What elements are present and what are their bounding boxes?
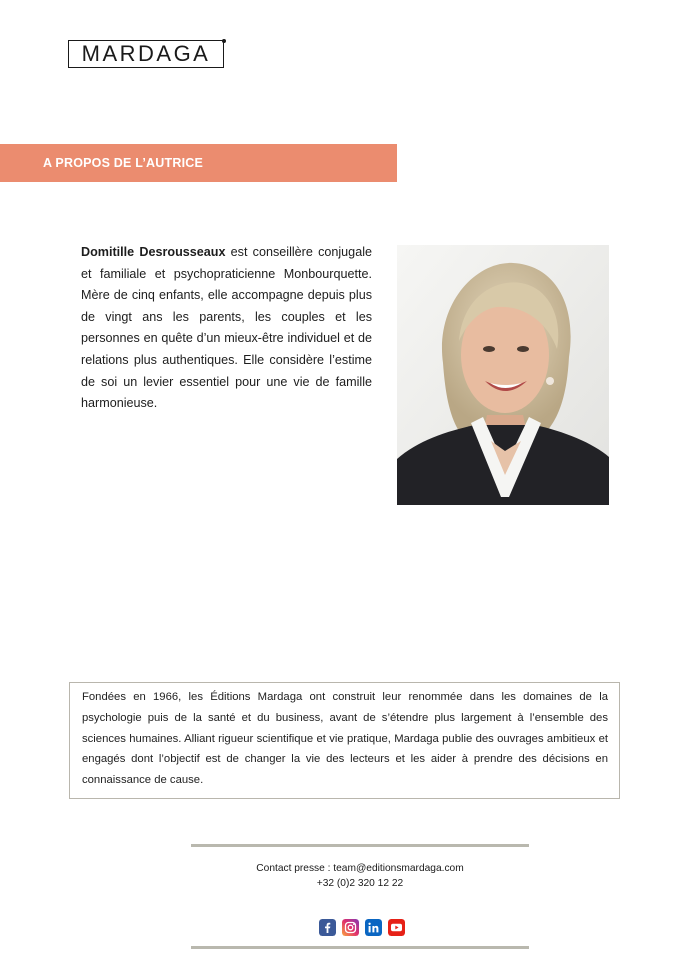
contact-email-line[interactable]: Contact presse : team@editionsmardaga.com [256, 863, 464, 874]
logo-text: MARDAGA [81, 41, 211, 66]
youtube-icon[interactable] [388, 919, 405, 936]
divider-top [191, 844, 529, 847]
logo-dot [222, 39, 226, 43]
section-banner [0, 144, 397, 182]
author-bio [81, 242, 372, 415]
contact-phone-line[interactable]: +32 (0)2 320 12 22 [316, 878, 404, 889]
author-name: Domitille Desrousseaux [81, 245, 226, 259]
publisher-about [69, 682, 620, 799]
author-photo [397, 245, 609, 505]
author-portrait [397, 245, 609, 505]
bio-text: est conseillère conjugale et familiale et psychopraticienne Monbourquette. Mère de cinq enfants, elle accompagne depuis plus de vingt ans les parents, les couples et les personnes en quête d’un mieux-être individuel et de relations plus authentiques. Elle considère l’estime de soi un levier essentiel pour une vie de famille harmonieuse. [81, 245, 372, 411]
mardaga-logo [68, 40, 224, 68]
section-title: A PROPOS DE L’AUTRICE [43, 156, 204, 170]
linkedin-icon[interactable] [365, 919, 382, 936]
social-links [319, 919, 405, 936]
press-contact [191, 861, 529, 891]
instagram-icon[interactable] [342, 919, 359, 936]
about-text: Fondées en 1966, les Éditions Mardaga ont construit leur renommée dans les domaines de la psychologie puis de la santé et du business, avant de s’étendre plus largement à l’ensemble des sciences humaines. Alliant rigueur scientifique et vie pratique, Mardaga publie des ouvrages ambitieux et engagés dont l’objectif est de changer la vie des lecteurs et les aider à prendre des décisions en connaissance de cause. [82, 691, 608, 787]
facebook-icon[interactable] [319, 919, 336, 936]
divider-bottom [191, 946, 529, 949]
